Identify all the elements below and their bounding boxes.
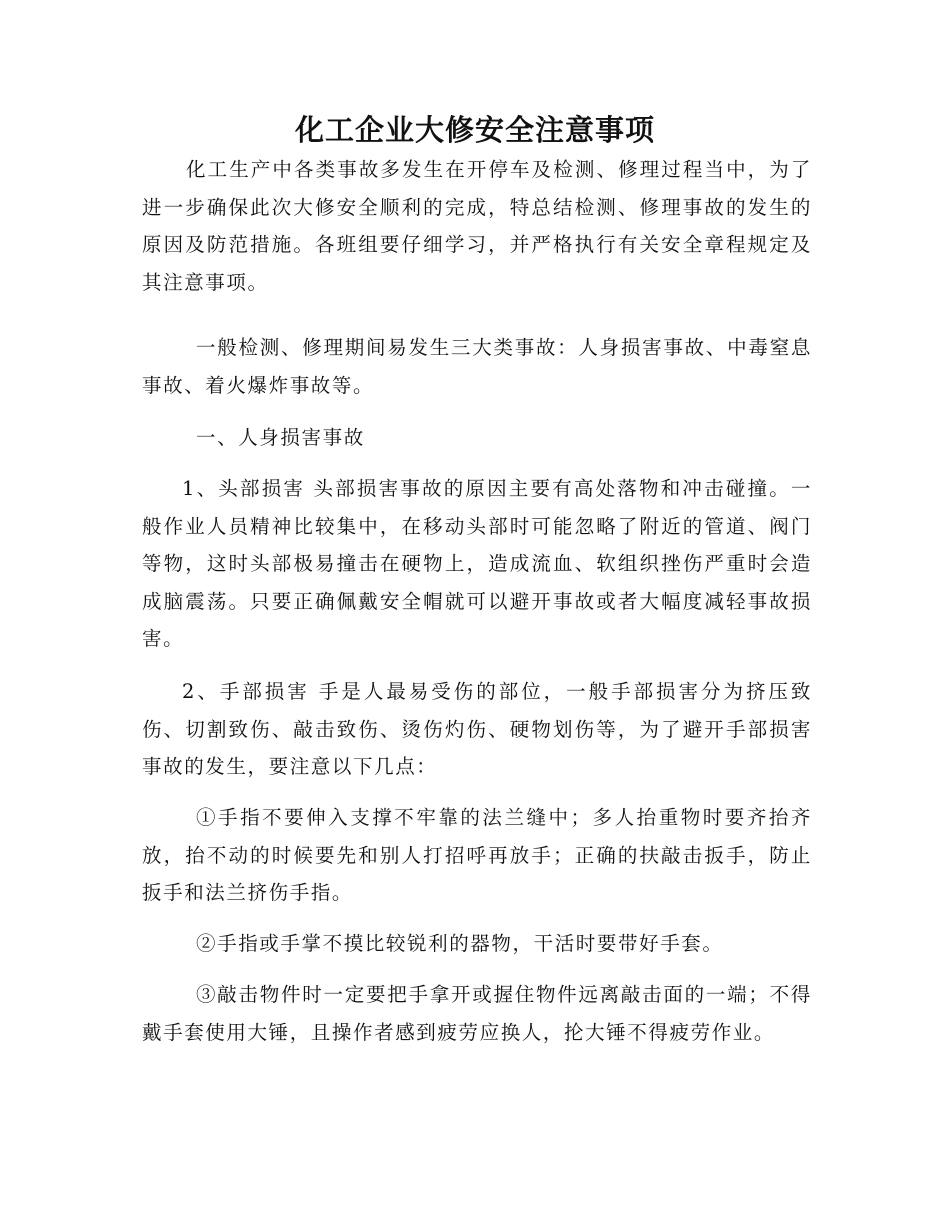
section-heading-injury: 一、人身损害事故 — [196, 426, 365, 449]
head-injury-paragraph: 1、头部损害 头部损害事故的原因主要有高处落物和冲击碰撞。一般作业人员精神比较集中，在移动头部时可能忽略了附近的管道、阀门等物，这时头部极易撞击在硬物上，造成流血、软组织挫伤严重时会造成脑震荡。只要正确佩戴安全帽就可以避开事故或者大幅度减轻事故损害。 — [142, 477, 812, 650]
document-title: 化工企业大修安全注意事项 — [294, 113, 655, 147]
intro-paragraph: 化工生产中各类事故多发生在开停车及检测、修理过程当中，为了进一步确保此次大修安全顺利的完成，特总结检测、修理事故的发生的原因及防范措施。各班组要仔细学习，并严格执行有关安全章程规定及其注意事项。 — [142, 158, 812, 294]
hand-tip-3-paragraph: ③敲击物件时一定要把手拿开或握住物件远离敲击面的一端；不得戴手套使用大锤，且操作者感到疲劳应换人，抡大锤不得疲劳作业。 — [142, 983, 812, 1044]
hand-tip-2-paragraph: ②手指或手掌不摸比较锐利的器物，干活时要带好手套。 — [196, 932, 724, 955]
hand-injury-paragraph: 2、手部损害 手是人最易受伤的部位，一般手部损害分为挤压致伤、切割致伤、敲击致伤、烫伤灼伤、硬物划伤等，为了避开手部损害事故的发生，要注意以下几点： — [142, 680, 812, 778]
accident-types-paragraph: 一般检测、修理期间易发生三大类事故：人身损害事故、中毒窒息事故、着火爆炸事故等。 — [142, 336, 812, 397]
hand-tip-1-paragraph: ①手指不要伸入支撑不牢靠的法兰缝中；多人抬重物时要齐抬齐放，抬不动的时候要先和别人打招呼再放手；正确的扶敲击扳手，防止扳手和法兰挤伤手指。 — [142, 806, 812, 904]
